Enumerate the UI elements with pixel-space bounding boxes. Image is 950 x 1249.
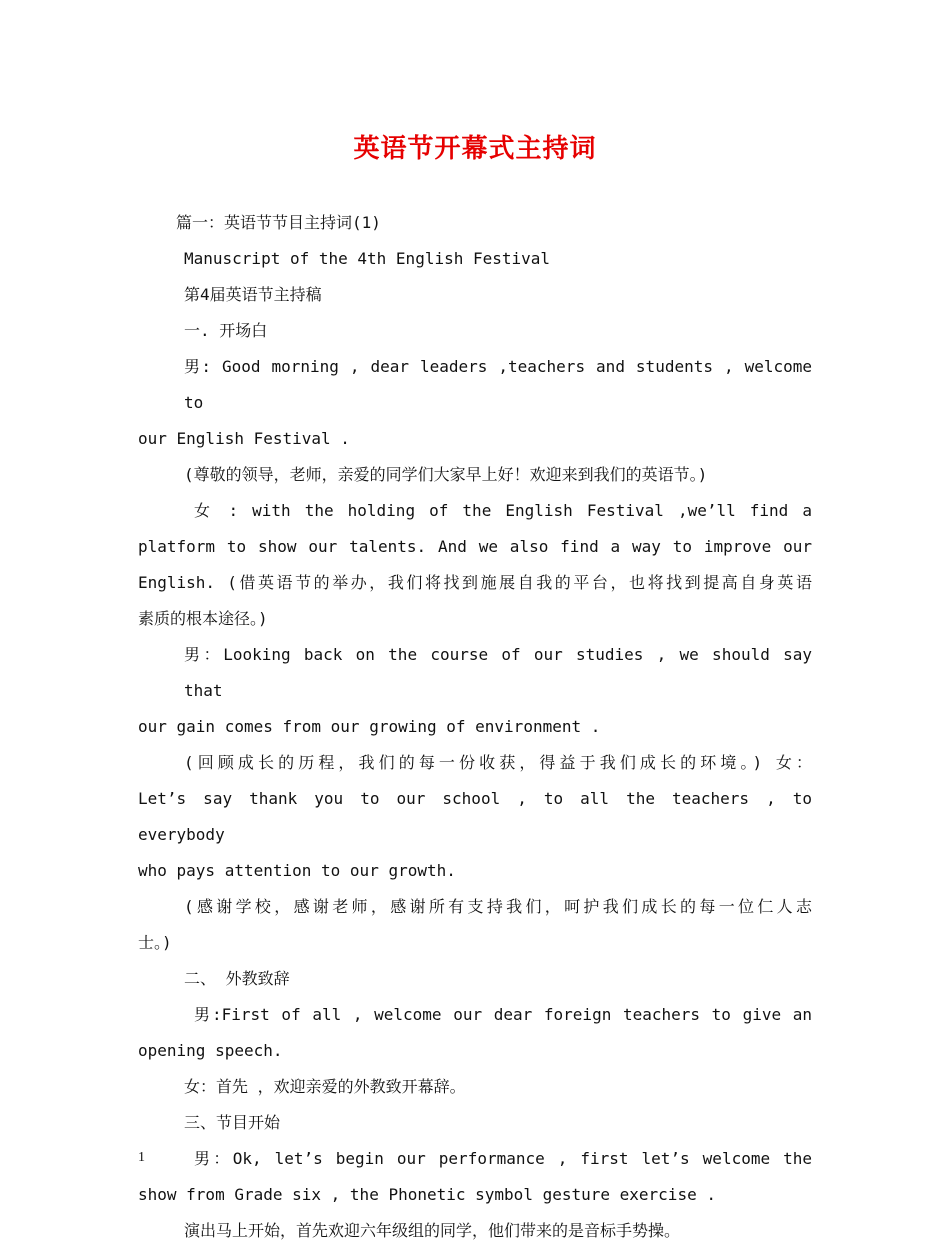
paragraph-line: Let’s say thank you to our school , to all the teachers , to everybody: [138, 789, 812, 844]
paragraph-line: (回顾成长的历程，我们的每一份收获，得益于我们成长的环境。) 女：: [184, 753, 812, 772]
document-body: [138, 205, 812, 1249]
paragraph-line: platform to show our talents. And we also find a way to improve our: [138, 537, 812, 556]
paragraph-line: 士。): [138, 933, 172, 952]
paragraph-line: opening speech.: [138, 1041, 283, 1060]
paragraph-line: 素质的根本途径。): [138, 609, 268, 628]
paragraph-line: 男: Good morning , dear leaders ,teachers and students , welcome to: [184, 357, 812, 412]
paragraph-line: our gain comes from our growing of environment .: [138, 717, 601, 736]
section-heading: 篇一：英语节节目主持词(1): [176, 213, 381, 232]
paragraph-line: 男：Ok, let’s begin our performance , first let’s welcome the: [194, 1149, 812, 1168]
paragraph-line: English. (借英语节的举办，我们将找到施展自我的平台，也将找到提高自身英语: [138, 573, 812, 592]
paragraph-line: 女 : with the holding of the English Festival ,we’ll find a: [194, 501, 812, 520]
paragraph-line: show from Grade six , the Phonetic symbol gesture exercise .: [138, 1185, 716, 1204]
paragraph-line: our English Festival .: [138, 429, 350, 448]
paragraph-line: 女：首先 ，欢迎亲爱的外教致开幕辞。: [184, 1077, 466, 1096]
section-heading: 二、 外教致辞: [184, 969, 290, 988]
paragraph-line: 男:First of all , welcome our dear foreign teachers to give an: [194, 1005, 813, 1024]
section-heading: 三、节目开始: [184, 1113, 281, 1132]
page-number: 1: [138, 1150, 145, 1165]
paragraph-line: 男：Looking back on the course of our studies , we should say that: [184, 645, 812, 700]
section-heading: 一. 开场白: [184, 321, 268, 340]
paragraph-line: 演出马上开始，首先欢迎六年级组的同学，他们带来的是音标手势操。: [184, 1221, 681, 1240]
document-title: 英语节开幕式主持词: [353, 134, 597, 164]
paragraph-line: who pays attention to our growth.: [138, 861, 456, 880]
paragraph-line: 第4届英语节主持稿: [184, 285, 322, 304]
paragraph-line: (尊敬的领导，老师，亲爱的同学们大家早上好！欢迎来到我们的英语节。): [184, 465, 708, 484]
paragraph-line: (感谢学校，感谢老师，感谢所有支持我们，呵护我们成长的每一位仁人志: [184, 897, 812, 916]
paragraph-line: Manuscript of the 4th English Festival: [184, 249, 551, 268]
